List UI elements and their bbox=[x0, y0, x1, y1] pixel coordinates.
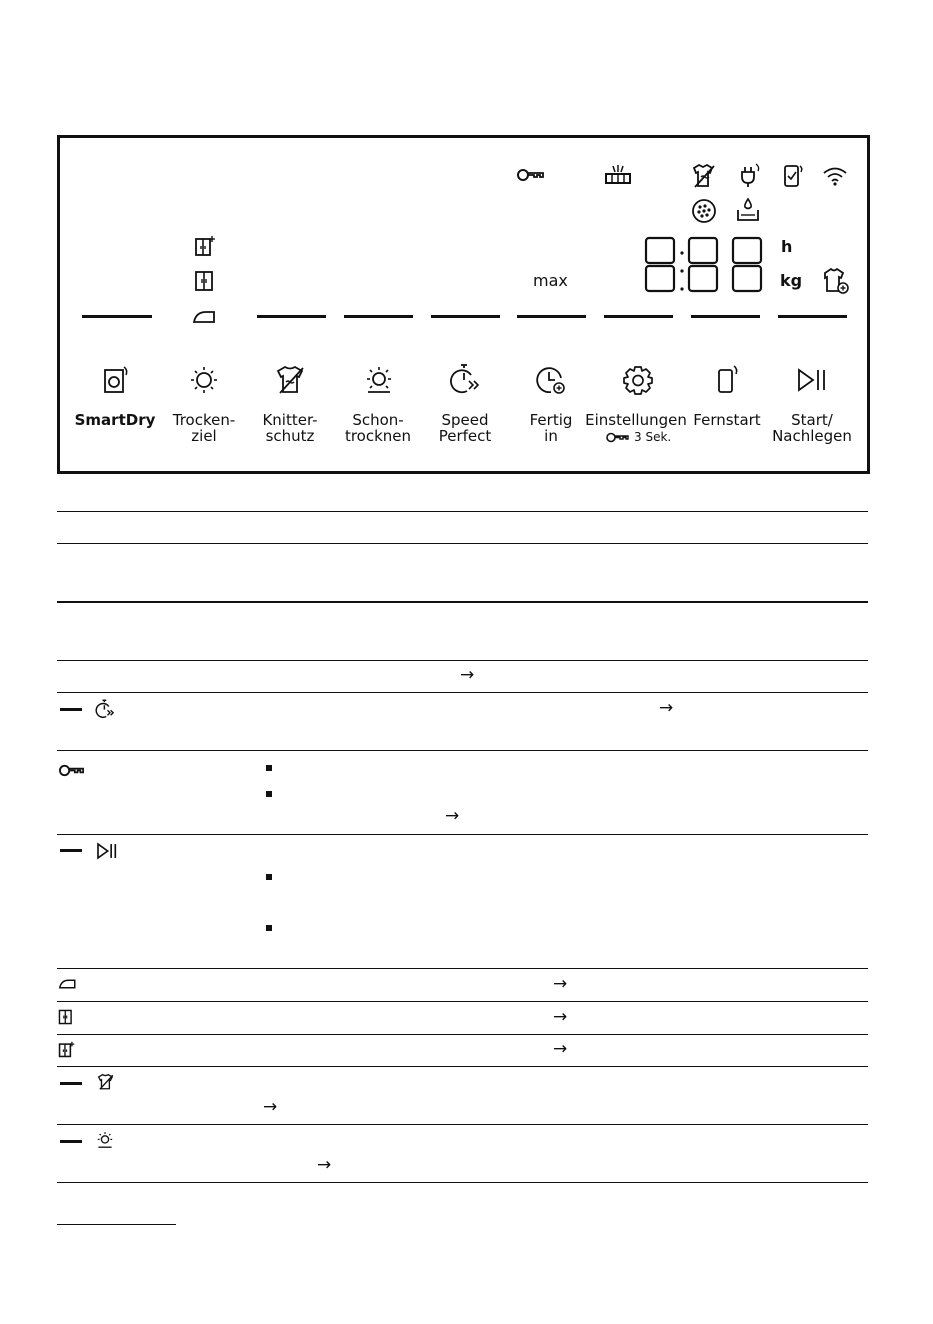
indicator-bar-start bbox=[778, 315, 847, 318]
gentle-dry-icon[interactable] bbox=[364, 365, 394, 395]
indicator-dash bbox=[60, 1140, 82, 1143]
gentle-dry-icon bbox=[96, 1131, 114, 1149]
list-bullet bbox=[266, 765, 272, 771]
speed-perfect-icon[interactable] bbox=[449, 363, 481, 395]
reference-arrow: → bbox=[445, 806, 460, 826]
table-rule bbox=[57, 1182, 868, 1183]
table-rule bbox=[57, 1066, 868, 1067]
speed-perfect-button-label[interactable]: Speed Perfect bbox=[438, 411, 492, 445]
start-pause-icon bbox=[95, 842, 119, 860]
table-rule bbox=[57, 1001, 868, 1002]
finish-in-button-label[interactable]: Fertig in bbox=[529, 411, 573, 445]
cupboard-dry-icon bbox=[194, 270, 216, 292]
cupboard-dry-plus-icon bbox=[58, 1041, 75, 1058]
power-plug-icon bbox=[737, 162, 763, 188]
remote-start-button-label[interactable]: Fernstart bbox=[693, 411, 761, 429]
lint-filter-icon bbox=[691, 198, 717, 224]
reference-arrow: → bbox=[553, 974, 568, 994]
finish-in-icon[interactable] bbox=[535, 364, 567, 396]
unit-hours: h bbox=[781, 237, 793, 256]
table-rule bbox=[57, 1124, 868, 1125]
indicator-bar-einstellungen bbox=[604, 315, 673, 318]
indicator-dash bbox=[60, 708, 82, 711]
gentle-dry-button-label[interactable]: Schon- trocknen bbox=[344, 411, 412, 445]
child-lock-icon bbox=[58, 764, 86, 777]
settings-button-label[interactable]: Einstellungen bbox=[585, 411, 687, 429]
footnote-rule bbox=[57, 1224, 176, 1225]
filter-clean-icon bbox=[604, 164, 632, 186]
reference-arrow: → bbox=[553, 1007, 568, 1027]
smartdry-icon[interactable] bbox=[102, 365, 130, 395]
indicator-bar-knitterschutz bbox=[257, 315, 326, 318]
indicator-dash bbox=[60, 849, 82, 852]
speed-perfect-icon bbox=[95, 699, 115, 719]
list-bullet bbox=[266, 925, 272, 931]
wrinkle-guard-icon bbox=[691, 163, 717, 189]
drying-goal-button-label[interactable]: Trocken- ziel bbox=[172, 411, 236, 445]
table-rule bbox=[57, 968, 868, 969]
start-button-label[interactable]: Start/ Nachlegen bbox=[772, 411, 852, 445]
table-rule bbox=[57, 511, 868, 512]
cupboard-dry-icon bbox=[58, 1009, 74, 1025]
wrinkle-protection-icon bbox=[97, 1073, 115, 1091]
table-rule bbox=[57, 692, 868, 693]
table-rule bbox=[57, 543, 868, 544]
remote-phone-icon bbox=[781, 163, 805, 189]
reference-arrow: → bbox=[659, 698, 674, 718]
wrinkle-guard-button-label[interactable]: Knitter- schutz bbox=[262, 411, 318, 445]
wrinkle-protection-icon[interactable] bbox=[275, 365, 307, 395]
cupboard-dry-plus-icon bbox=[194, 235, 216, 257]
start-pause-icon[interactable] bbox=[796, 367, 828, 393]
wifi-icon bbox=[822, 165, 848, 187]
list-bullet bbox=[266, 791, 272, 797]
remote-start-icon[interactable] bbox=[715, 364, 741, 396]
settings-key-icon bbox=[606, 432, 630, 443]
seven-segment-display bbox=[644, 236, 766, 294]
table-rule-thick bbox=[57, 601, 868, 603]
indicator-bar-fertig-in bbox=[517, 315, 586, 318]
indicator-bar-smartdry bbox=[82, 315, 152, 318]
max-indicator: max bbox=[533, 271, 568, 290]
indicator-bar-fernstart bbox=[691, 315, 760, 318]
shirt-plus-icon bbox=[822, 267, 850, 295]
child-lock-icon bbox=[517, 168, 545, 182]
reference-arrow: → bbox=[317, 1155, 332, 1175]
indicator-bar-speed-perfect bbox=[431, 315, 500, 318]
reference-arrow: → bbox=[263, 1097, 278, 1117]
unit-kg: kg bbox=[780, 271, 803, 290]
drying-goal-sun-icon[interactable] bbox=[189, 365, 219, 395]
smartdry-button-label[interactable]: SmartDry bbox=[74, 411, 156, 429]
water-container-icon bbox=[735, 196, 761, 224]
settings-gear-icon[interactable] bbox=[622, 364, 654, 396]
table-rule bbox=[57, 1034, 868, 1035]
reference-arrow: → bbox=[553, 1039, 568, 1059]
settings-hold-hint: 3 Sek. bbox=[634, 430, 672, 444]
list-bullet bbox=[266, 874, 272, 880]
indicator-bar-schontrocknen bbox=[344, 315, 413, 318]
indicator-dash bbox=[60, 1082, 82, 1085]
table-rule bbox=[57, 660, 868, 661]
reference-arrow: → bbox=[460, 665, 475, 685]
iron-dry-icon bbox=[58, 978, 78, 990]
iron-dry-icon bbox=[192, 309, 218, 325]
table-rule bbox=[57, 750, 868, 751]
table-rule bbox=[57, 834, 868, 835]
